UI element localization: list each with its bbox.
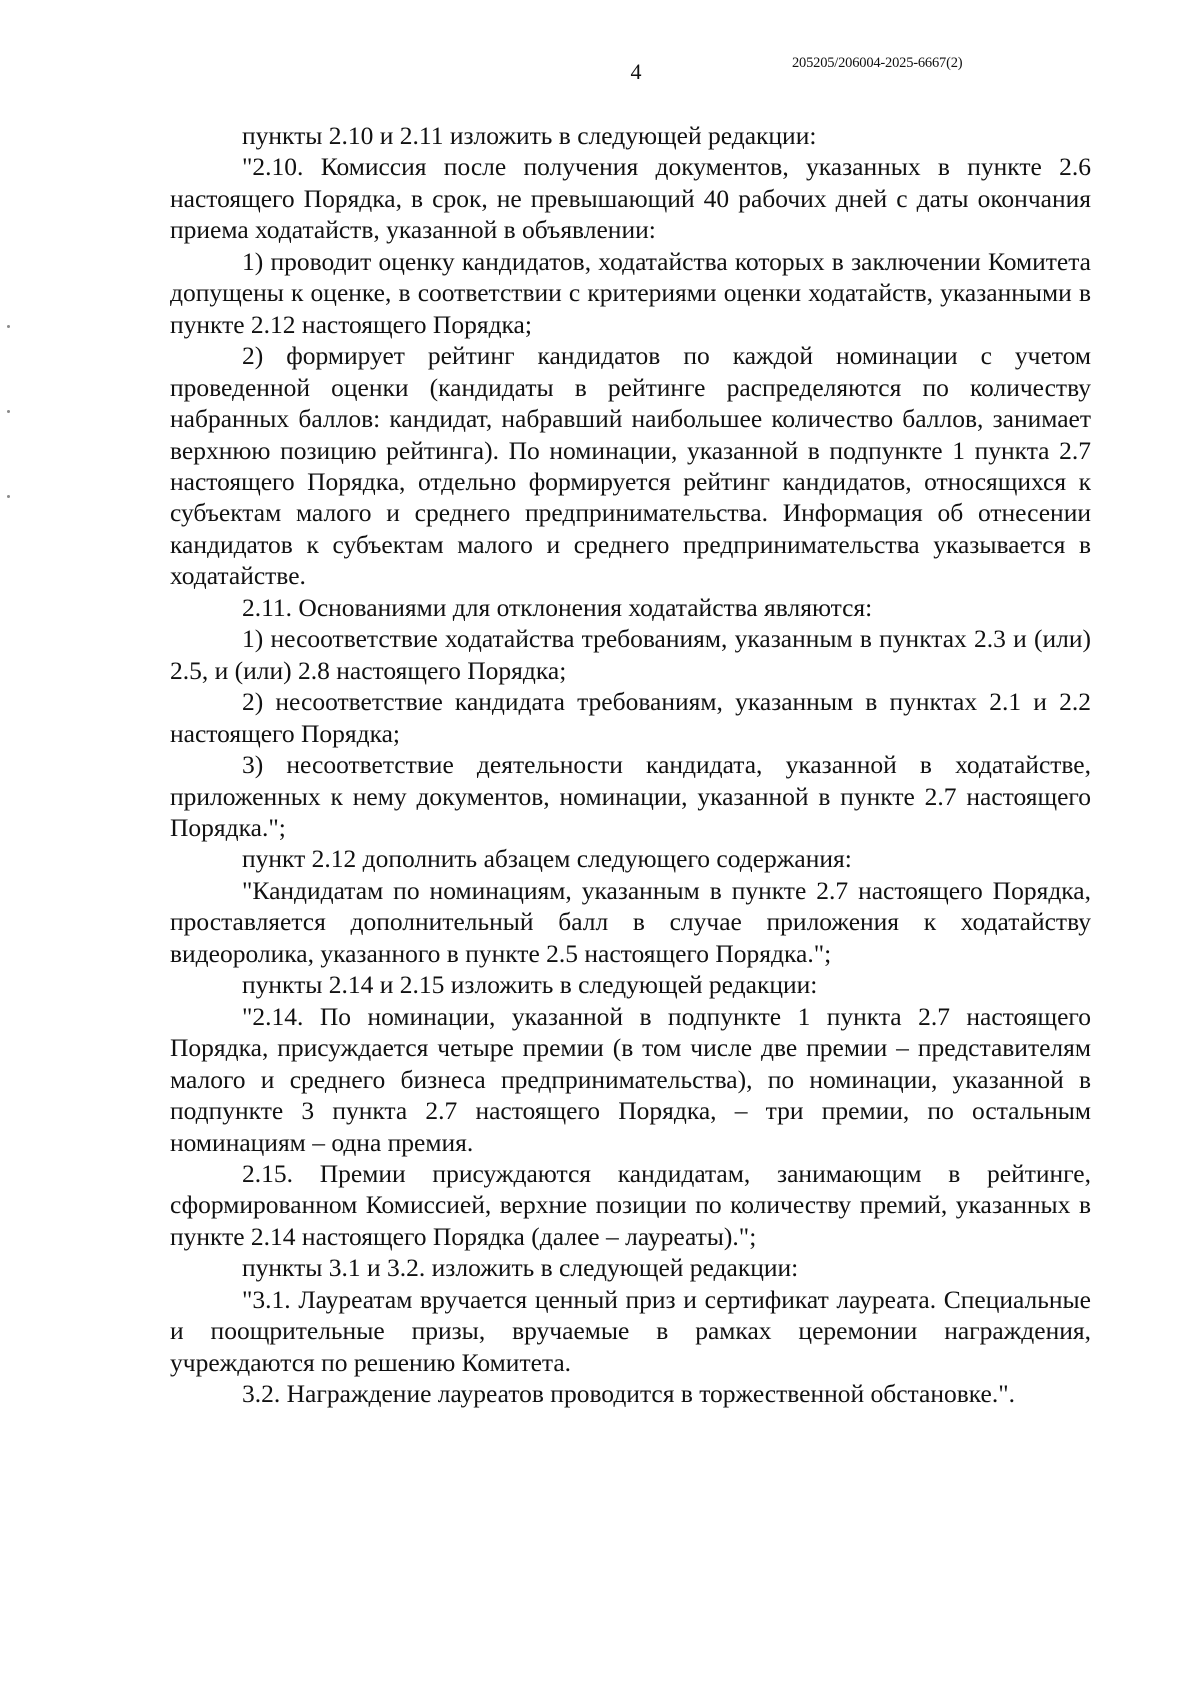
paragraph-amend-2-10-2-11: пункты 2.10 и 2.11 изложить в следующей редакции: bbox=[242, 121, 817, 150]
paragraph-2-15: 2.15. Премии присуждаются кандидатам, занимающим в рейтинге, сформированном Комиссией, верхние позиции по количеству премий, указанных в пункте 2.14 настоящего Порядка (далее – лауреаты)."; bbox=[170, 1158, 1091, 1251]
paragraph-2-10-item-1: 1) проводит оценку кандидатов, ходатайства которых в заключении Комитета допущены к оценке, в соответствии с критериями оценки ходатайств, указанными в пункте 2.12 настоящего Порядка; bbox=[170, 246, 1091, 339]
paragraph-2-10-item-2: 2) формирует рейтинг кандидатов по каждой номинации с учетом проведенной оценки (кандидаты в рейтинге распределяются по количеству набранных баллов: кандидат, набравший наибольшее количество баллов, занимает верхнюю позицию рейтинга). По номинации, указанной в подпункте 1 пункта 2.7 настоящего Порядка, отдельно формируется рейтинг кандидатов, относящихся к субъектам малого и среднего предпринимательства. Информация об отнесении кандидатов к субъектам малого и среднего предпринимательства указывается в ходатайстве. bbox=[170, 341, 1091, 591]
document-code: 205205/206004-2025-6667(2) bbox=[792, 55, 963, 71]
paragraph-3-2: 3.2. Награждение лауреатов проводится в торжественной обстановке.". bbox=[242, 1379, 1015, 1409]
paragraph-amend-3-1-3-2: пункты 3.1 и 3.2. изложить в следующей редакции: bbox=[242, 1253, 799, 1283]
paragraph-2-11: 2.11. Основаниями для отклонения ходатайства являются: bbox=[242, 592, 873, 622]
paragraph-2-14: "2.14. По номинации, указанной в подпункте 1 пункта 2.7 настоящего Порядка, присуждается четыре премии (в том числе две премии – представителям малого и среднего бизнеса предпринимательства), по номинации, указанной в подпункте 3 пункта 2.7 настоящего Порядка, – три премии, по остальным номинациям – одна премия. bbox=[170, 1001, 1091, 1157]
scan-speck bbox=[7, 325, 10, 328]
paragraph-2-12-addition: "Кандидатам по номинациям, указанным в пункте 2.7 настоящего Порядка, проставляется дополнительный балл в случае приложения к ходатайству видеоролика, указанного в пункте 2.5 настоящего Порядка."; bbox=[170, 875, 1091, 968]
paragraph-amend-2-14-2-15: пункты 2.14 и 2.15 изложить в следующей редакции: bbox=[242, 970, 818, 1000]
paragraph-2-11-item-1: 1) несоответствие ходатайства требованиям, указанным в пунктах 2.3 и (или) 2.5, и (или) 2.8 настоящего Порядка; bbox=[170, 624, 1091, 685]
paragraph-2-10: "2.10. Комиссия после получения документов, указанных в пункте 2.6 настоящего Порядка, в срок, не превышающий 40 рабочих дней с даты окончания приема ходатайств, указанной в объявлении: bbox=[170, 152, 1091, 245]
paragraph-2-11-item-3: 3) несоответствие деятельности кандидата, указанной в ходатайстве, приложенных к нему документов, номинации, указанной в пункте 2.7 настоящего Порядка."; bbox=[170, 750, 1091, 842]
scan-speck bbox=[7, 410, 10, 413]
paragraph-3-1: "3.1. Лауреатам вручается ценный приз и сертификат лауреата. Специальные и поощрительные призы, вручаемые в рамках церемонии награждения, учреждаются по решению Комитета. bbox=[170, 1284, 1091, 1377]
document-body bbox=[170, 120, 1091, 1410]
page-number: 4 bbox=[630, 59, 642, 84]
paragraph-2-11-item-2: 2) несоответствие кандидата требованиям, указанным в пунктах 2.1 и 2.2 настоящего Порядка; bbox=[170, 687, 1091, 748]
scan-speck bbox=[7, 495, 10, 498]
paragraph-amend-2-12: пункт 2.12 дополнить абзацем следующего содержания: bbox=[242, 844, 852, 874]
